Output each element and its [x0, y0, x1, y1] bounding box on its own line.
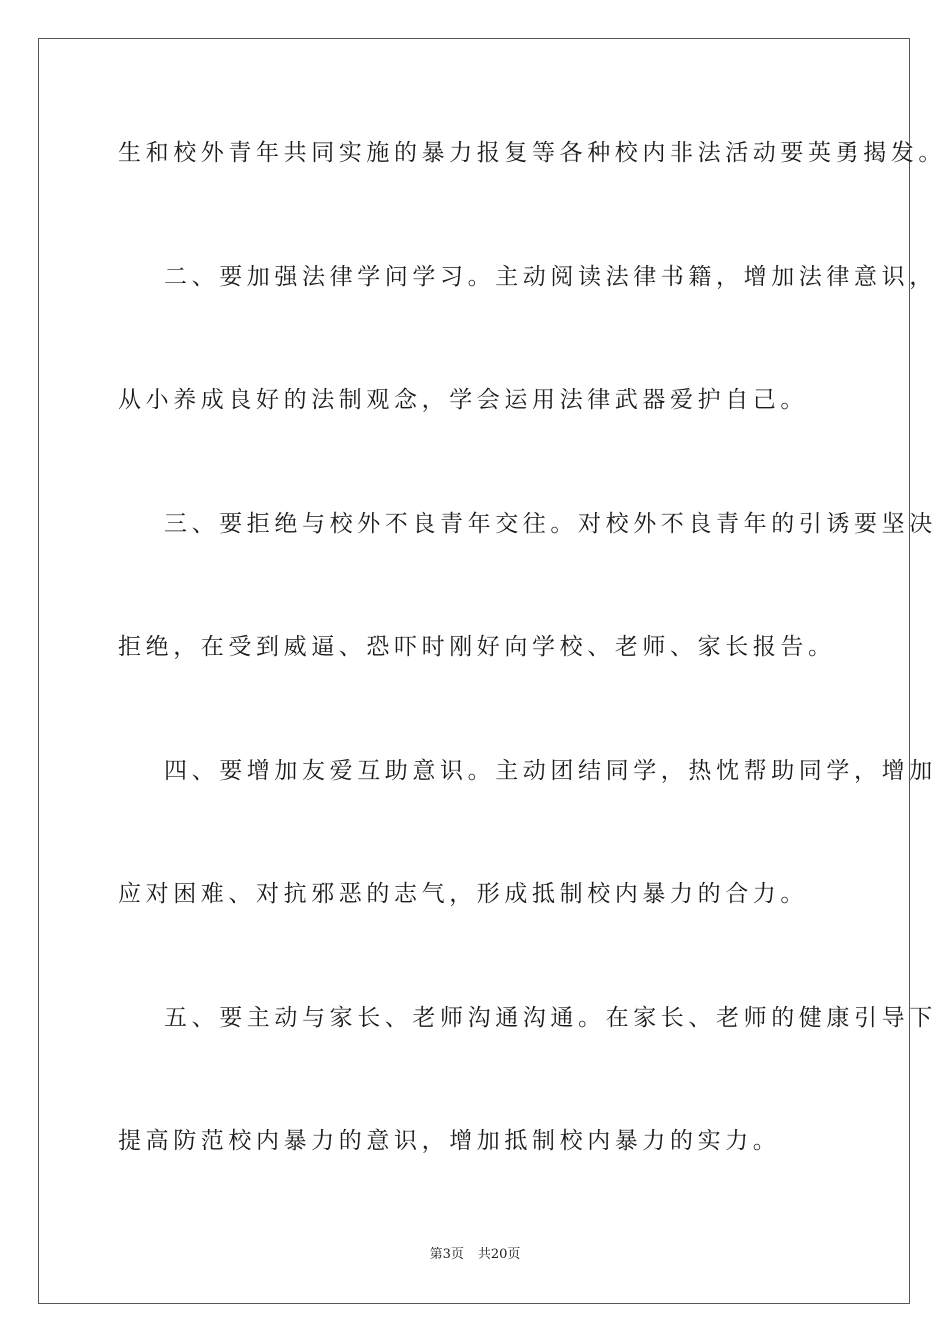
page-frame [38, 38, 910, 1304]
current-page-label: 第3页 [429, 1247, 464, 1262]
paragraph-line: 五、要主动与家长、老师沟通沟通。在家长、老师的健康引导下 [164, 1005, 937, 1031]
paragraph-line: 三、要拒绝与校外不良青年交往。对校外不良青年的引诱要坚决 [164, 511, 937, 537]
page-footer [0, 1246, 950, 1264]
paragraph-line: 二、要加强法律学问学习。主动阅读法律书籍，增加法律意识， [164, 264, 937, 290]
paragraph-line: 四、要增加友爱互助意识。主动团结同学，热忱帮助同学，增加 [164, 758, 937, 784]
paragraph-line: 拒绝，在受到威逼、恐吓时刚好向学校、老师、家长报告。 [118, 634, 836, 660]
paragraph-line: 提高防范校内暴力的意识，增加抵制校内暴力的实力。 [118, 1128, 781, 1154]
paragraph-line: 应对困难、对抗邪恶的志气，形成抵制校内暴力的合力。 [118, 881, 808, 907]
total-pages-label: 共20页 [477, 1247, 521, 1262]
paragraph-line: 生和校外青年共同实施的暴力报复等各种校内非法活动要英勇揭发。 [118, 140, 946, 166]
paragraph-line: 从小养成良好的法制观念，学会运用法律武器爱护自己。 [118, 387, 808, 413]
